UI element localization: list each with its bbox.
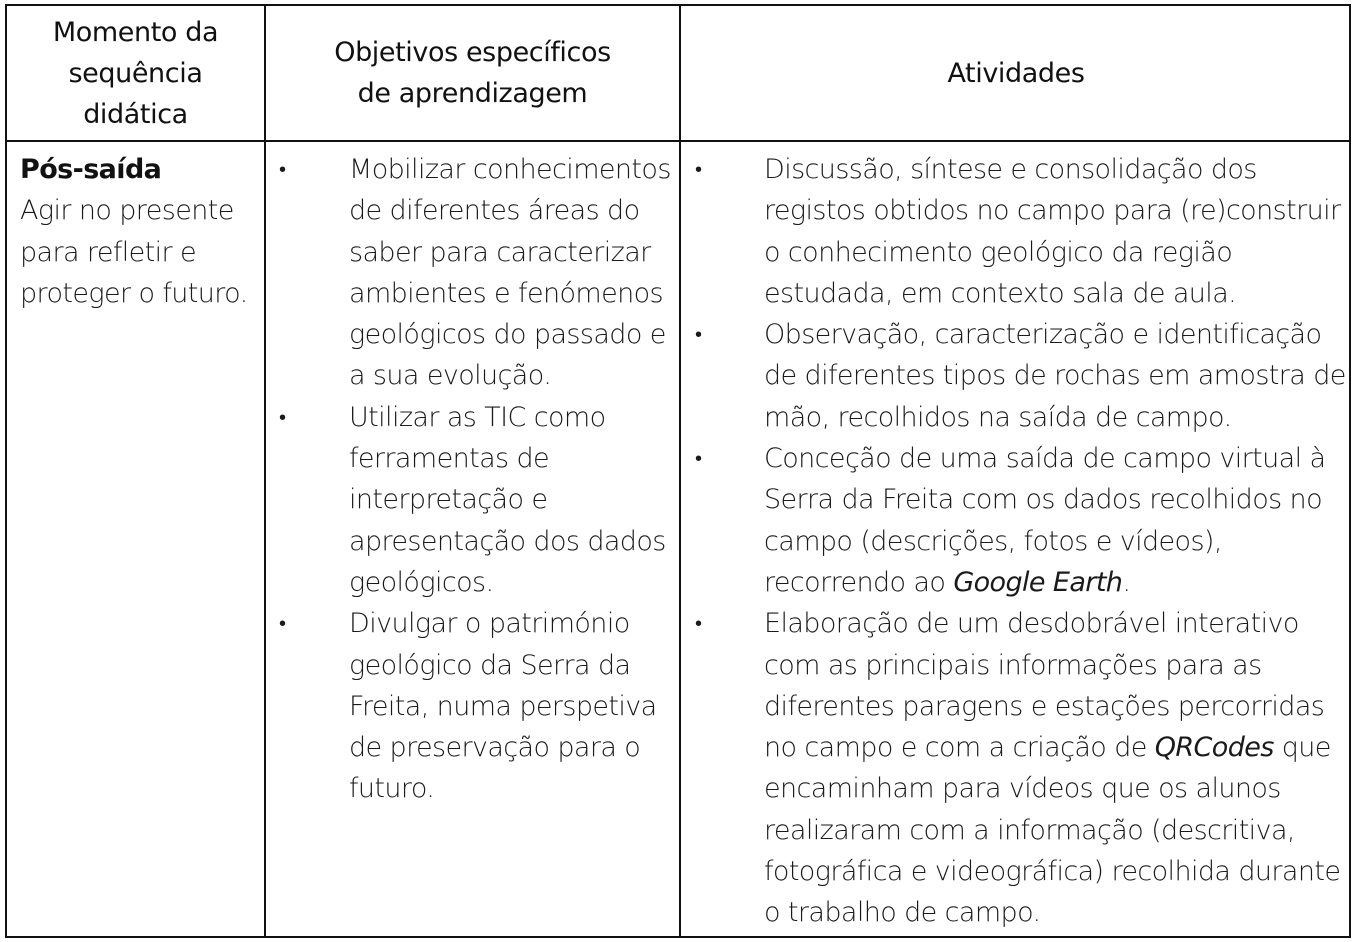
activity-text: Observação, caracterização e identificação de diferentes tipos de rochas em amostra de mão, recolhidos na saída de campo. xyxy=(764,319,1346,433)
qrcodes-term: QRCodes xyxy=(1154,732,1274,764)
bullet-icon: • xyxy=(695,611,702,636)
objective-item xyxy=(277,149,677,397)
activity-item xyxy=(693,149,1348,314)
column-divider-2 xyxy=(679,6,681,936)
column-divider-1 xyxy=(264,6,266,936)
bullet-icon: • xyxy=(279,611,286,636)
activities-list xyxy=(693,149,1348,934)
moment-title: Pós-saída xyxy=(20,154,162,185)
objective-text: Divulgar o património geológico da Serra da Freita, numa perspetiva de preservação para o futuro. xyxy=(349,608,657,805)
activity-text xyxy=(764,608,1340,928)
bullet-icon: • xyxy=(279,157,286,181)
objective-text: Mobilizar conhecimentos de diferentes áreas do saber para caracterizar ambientes e fenómenos geológicos do passado e a sua evolução. xyxy=(349,154,671,392)
activity-item xyxy=(693,603,1348,933)
bullet-icon: • xyxy=(279,404,286,429)
activity-text: Discussão, síntese e consolidação dos registos obtidos no campo para (re)construir o conhecimento geológico da região estudada, em contexto sala de aula. xyxy=(764,154,1341,309)
objective-item xyxy=(277,603,677,809)
header-moment xyxy=(7,6,264,140)
header-moment-label: Momento da sequência didática xyxy=(52,16,219,130)
header-objectives-label: Objetivos específicos de aprendizagem xyxy=(334,37,611,109)
objectives-cell xyxy=(277,149,677,810)
objectives-list xyxy=(277,149,677,810)
activity-text-part: . xyxy=(1122,566,1131,598)
google-earth-term: Google Earth xyxy=(953,566,1123,598)
activity-text-part: que encaminham para vídeos que os alunos realizaram com a informação (descritiva, fotográfica e videográfica) recolhida durante o trabalho de campo. xyxy=(764,732,1341,929)
sequence-table xyxy=(5,4,1351,938)
objective-item xyxy=(277,397,677,603)
activity-text-part: Elaboração de um desdobrável interativo com as principais informações para as diferentes paragens e estações percorridas no campo e com a criação de xyxy=(764,608,1325,764)
header-divider xyxy=(7,140,1349,142)
moment-description: Agir no presente para refletir e proteger o futuro. xyxy=(20,195,248,309)
bullet-icon: • xyxy=(695,157,702,181)
moment-cell xyxy=(20,149,258,314)
objective-text: Utilizar as TIC como ferramentas de interpretação e apresentação dos dados geológicos. xyxy=(349,401,666,598)
header-objectives xyxy=(266,6,679,140)
bullet-icon: • xyxy=(695,446,702,471)
header-activities-label: Atividades xyxy=(947,57,1085,89)
activities-cell xyxy=(693,149,1348,934)
activity-text-part: Conceção de uma saída de campo virtual à Serra da Freita com os dados recolhidos no campo (descrições, fotos e vídeos), recorrendo ao xyxy=(764,443,1326,598)
activity-item xyxy=(693,438,1348,603)
activity-text xyxy=(764,443,1325,598)
header-activities xyxy=(681,6,1351,140)
activity-item xyxy=(693,314,1348,438)
bullet-icon: • xyxy=(695,322,702,347)
